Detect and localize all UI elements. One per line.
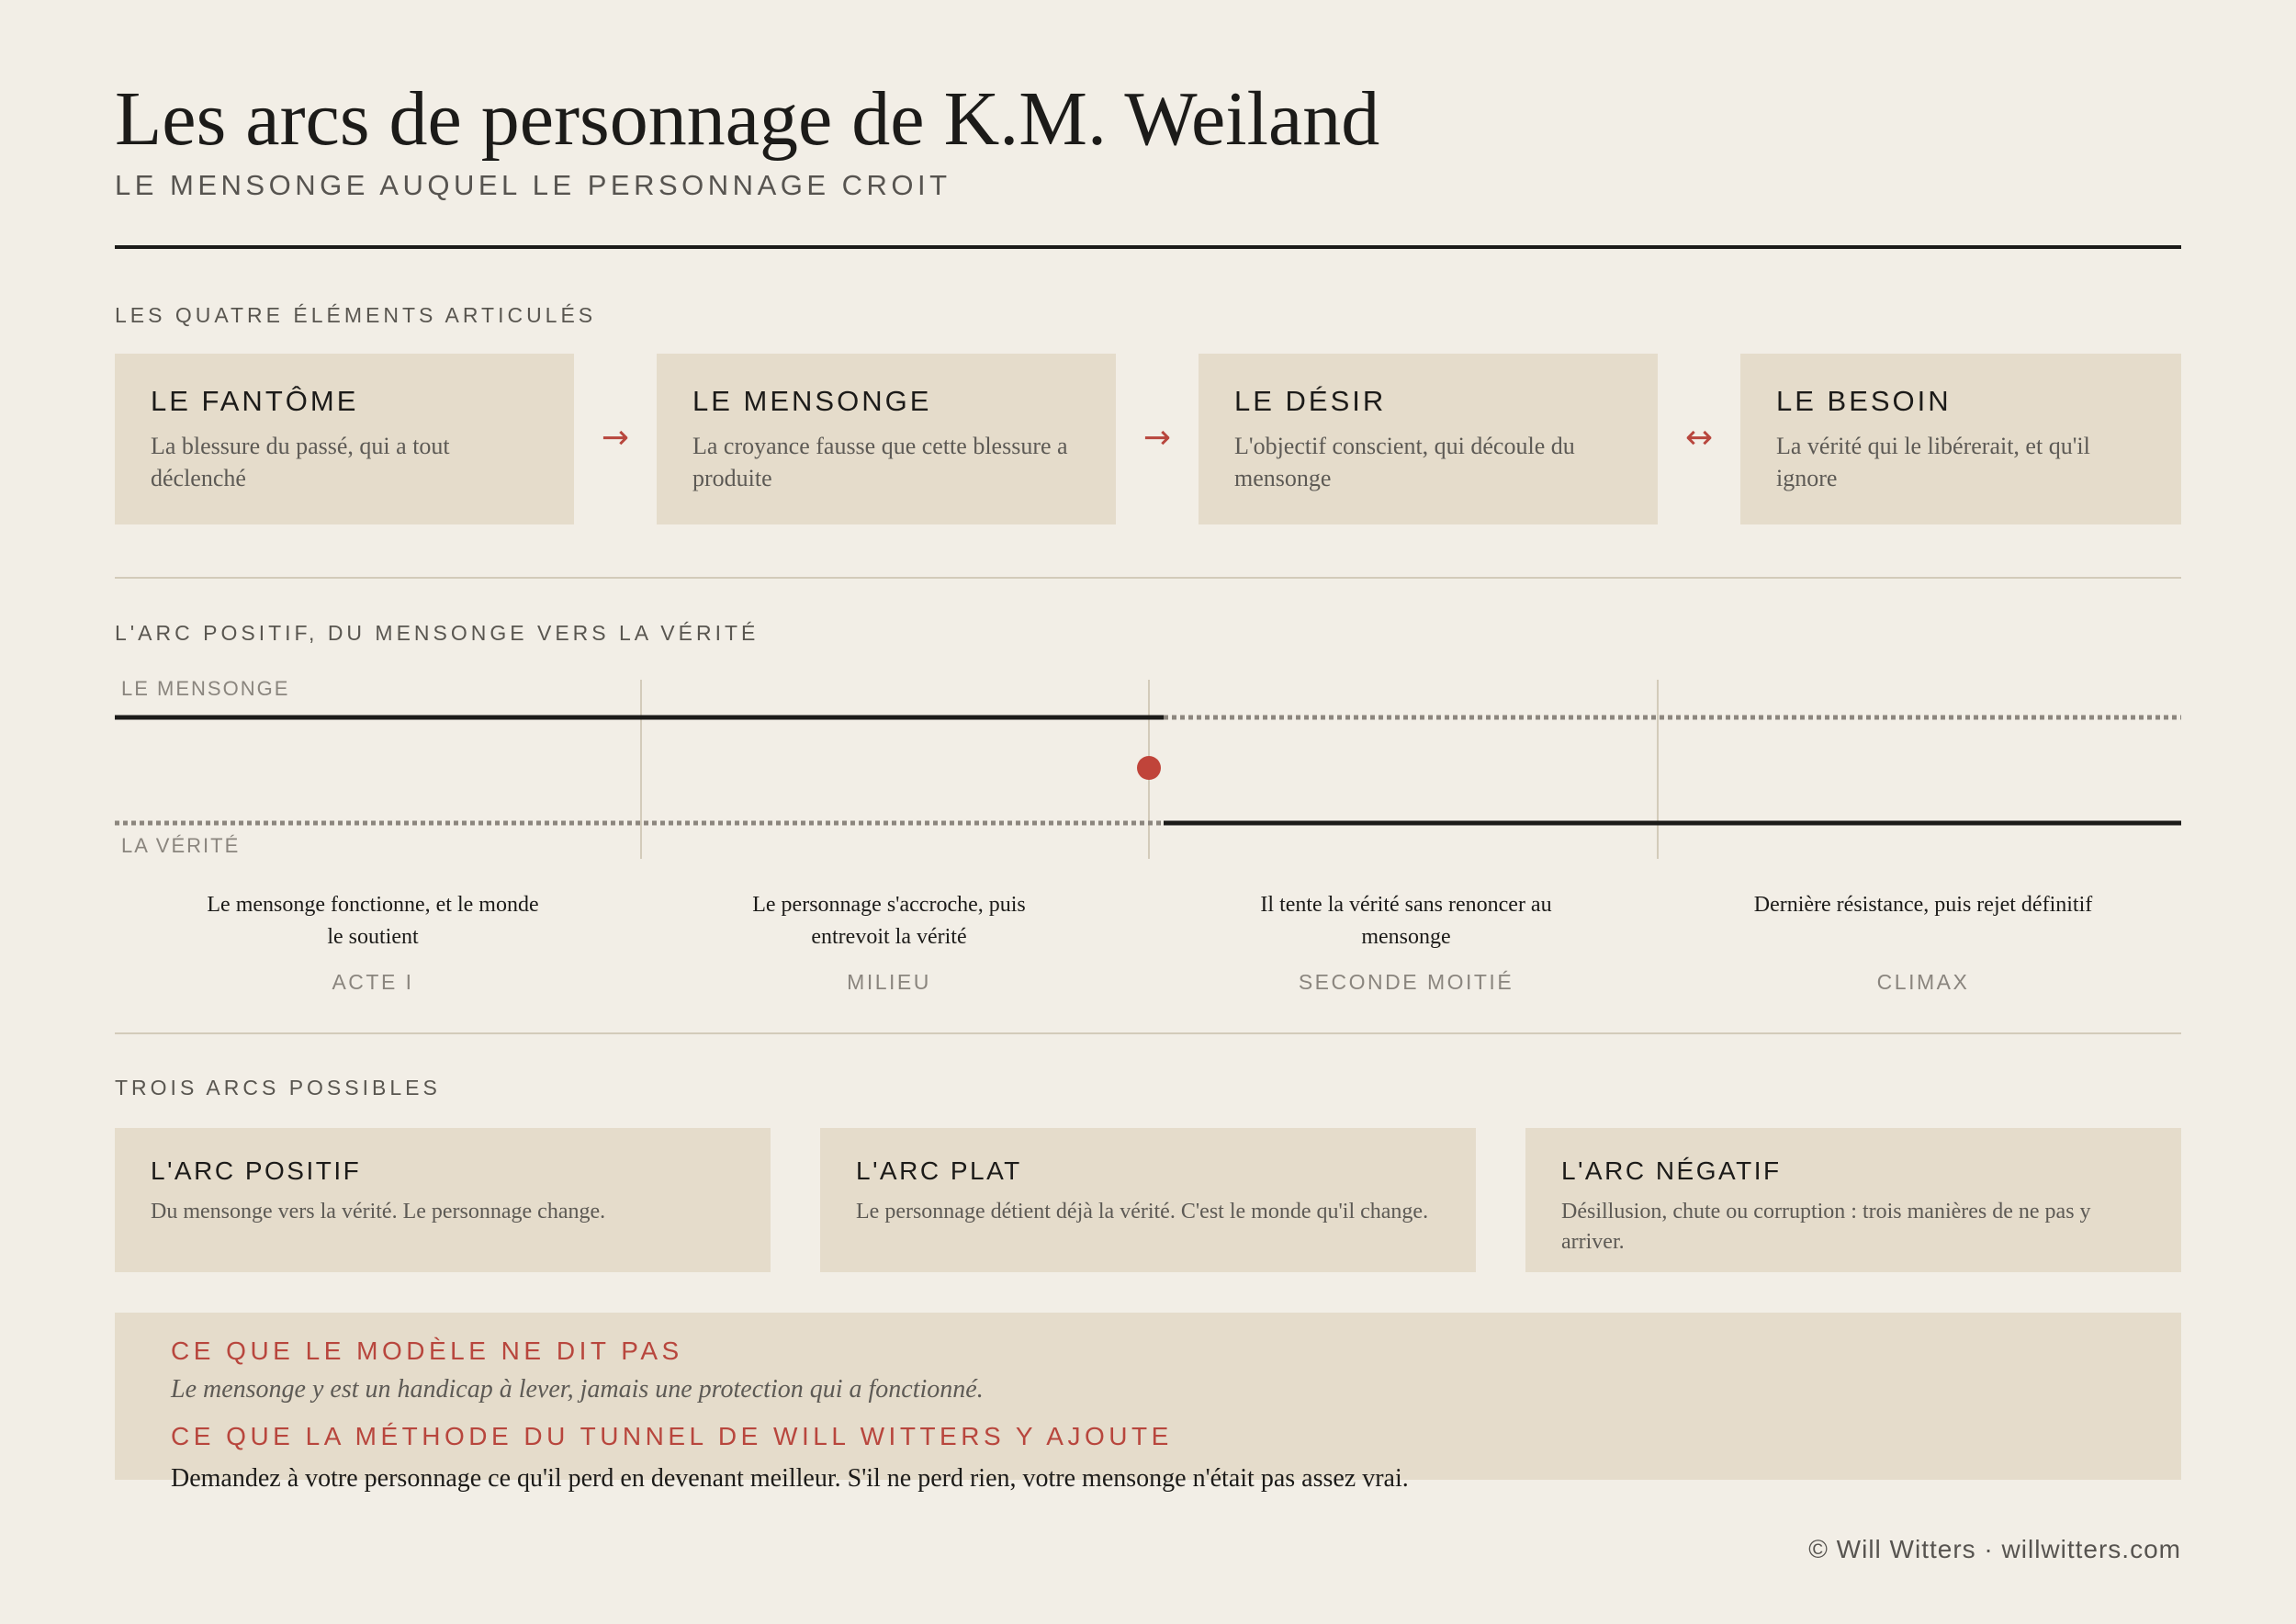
arc-title: L'ARC POSITIF (151, 1156, 362, 1185)
positive-arc-diagram (115, 675, 2181, 863)
element-title: LE DÉSIR (1234, 385, 1387, 417)
arc-title: L'ARC PLAT (856, 1156, 1022, 1185)
stage-description: Il tente la vérité sans renoncer au mensonge (1260, 893, 1552, 949)
element-card-desir (1199, 354, 1658, 524)
element-description: L'objectif conscient, qui découle du mensonge (1234, 433, 1575, 491)
section-divider (115, 577, 2181, 579)
lie-track-label: LE MENSONGE (121, 677, 290, 700)
adds-text: Demandez à votre personnage ce qu'il perd en devenant meilleur. S'il ne perd rien, votre mensonge n'était pas assez vrai. (171, 1464, 1409, 1493)
positive-arc-section-label: L'ARC POSITIF, DU MENSONGE VERS LA VÉRITÉ (115, 621, 760, 645)
missing-text: Le mensonge y est un handicap à lever, jamais une protection qui a fonctionné. (171, 1375, 984, 1404)
element-card-fantome (115, 354, 574, 524)
arc-card-positif (115, 1128, 771, 1272)
stage-label: ACTE I (332, 970, 414, 994)
stage-label: SECONDE MOITIÉ (1298, 970, 1514, 994)
element-description: La croyance fausse que cette blessure a produite (692, 433, 1068, 491)
title-divider (115, 245, 2181, 249)
element-description: La vérité qui le libérerait, et qu'il ignore (1776, 433, 2090, 491)
page-subtitle: LE MENSONGE AUQUEL LE PERSONNAGE CROIT (115, 169, 951, 201)
arcs-section-label: TROIS ARCS POSSIBLES (115, 1076, 441, 1100)
infographic (115, 0, 2181, 1624)
arc-description: Du mensonge vers la vérité. Le personnage change. (151, 1200, 606, 1224)
element-description: La blessure du passé, qui a tout déclenché (151, 433, 450, 491)
arc-card-negatif (1525, 1128, 2181, 1272)
arrow-right-icon: → (1142, 419, 1172, 457)
missing-heading: CE QUE LE MODÈLE NE DIT PAS (171, 1336, 683, 1365)
element-title: LE FANTÔME (151, 385, 359, 417)
stage-seconde-moitie (1148, 889, 1664, 995)
arc-title: L'ARC NÉGATIF (1561, 1156, 1782, 1185)
turning-point-marker (1137, 756, 1161, 780)
stage-climax (1665, 889, 2181, 995)
stage-description: Dernière résistance, puis rejet définitif (1753, 893, 2093, 917)
footer-credit: © Will Witters · willwitters.com (1808, 1535, 2181, 1563)
arc-description: Désillusion, chute ou corruption : trois manières de ne pas y arriver. (1561, 1200, 2091, 1254)
arrow-both-ways-icon: ↔ (1684, 419, 1714, 457)
stage-label: MILIEU (847, 970, 931, 994)
stage-label: CLIMAX (1876, 970, 1970, 994)
element-card-mensonge (657, 354, 1116, 524)
element-title: LE MENSONGE (692, 385, 932, 417)
stage-milieu (631, 889, 1147, 995)
arrow-right-icon: → (601, 419, 630, 457)
stage-acte-1 (115, 889, 631, 995)
element-card-besoin (1740, 354, 2181, 524)
stage-description: Le mensonge fonctionne, et le monde le soutient (207, 893, 539, 949)
elements-section-label: LES QUATRE ÉLÉMENTS ARTICULÉS (115, 303, 597, 327)
page-title: Les arcs de personnage de K.M. Weiland (115, 76, 1380, 162)
element-title: LE BESOIN (1776, 385, 1952, 417)
section-divider (115, 1032, 2181, 1034)
truth-track-label: LA VÉRITÉ (121, 834, 241, 857)
arc-card-plat (820, 1128, 1476, 1272)
stage-description: Le personnage s'accroche, puis entrevoit la vérité (752, 893, 1026, 949)
arc-description: Le personnage détient déjà la vérité. C'est le monde qu'il change. (856, 1200, 1429, 1224)
adds-heading: CE QUE LA MÉTHODE DU TUNNEL DE WILL WITTERS Y AJOUTE (171, 1422, 1173, 1450)
